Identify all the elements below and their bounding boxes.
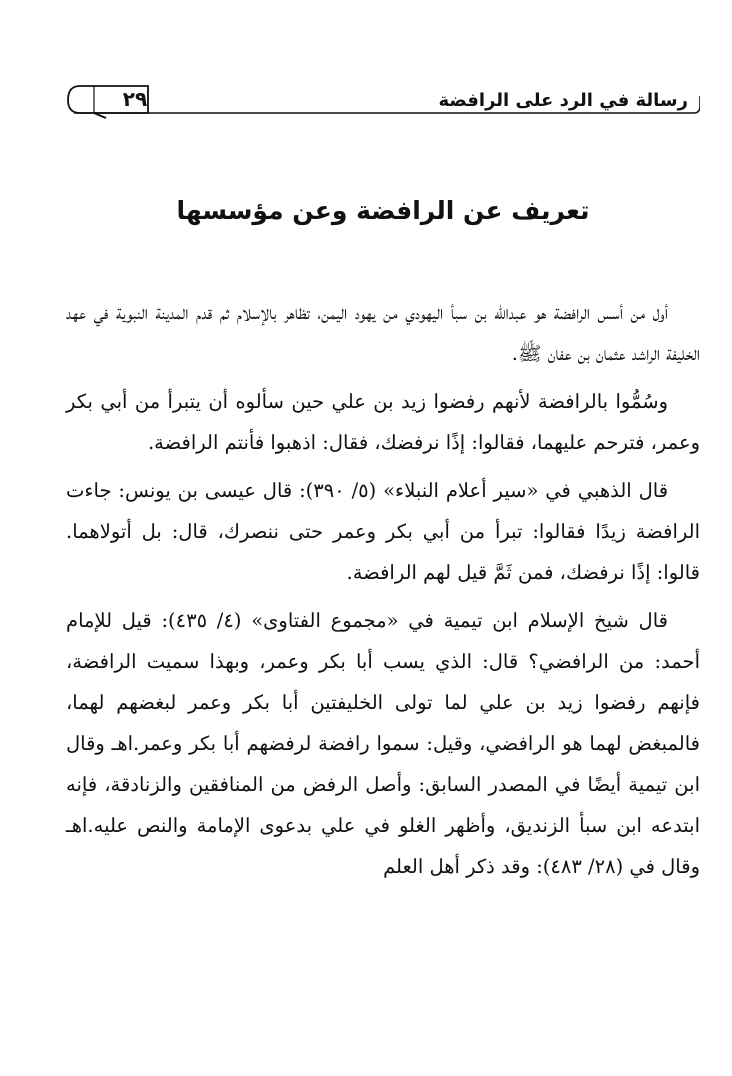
running-title: رسالة في الرد على الرافضة: [438, 90, 688, 111]
paragraph-origin: أول من أسس الرافضة هو عبدالله بن سبأ اليهودي من يهود اليمن، تظاهر بالإسلام ثم قدم المدينة النبوية في عهد الخليفة الراشد عثمان بن عفان ﷺ.: [66, 301, 700, 365]
chapter-heading: تعريف عن الرافضة وعن مؤسسها: [176, 196, 590, 225]
paragraph-naming: وسُمُّوا بالرافضة لأنهم رفضوا زيد بن علي حين سألوه أن يتبرأ من أبي بكر وعمر، فترحم عليهما، فقالوا: إذًا نرفضك، فقال: اذهبوا فأنتم الرافضة.: [66, 390, 700, 454]
paragraph-dhahabi-quote: قال الذهبي في «سير أعلام النبلاء» (٥/ ٣٩٠): قال عيسى بن يونس: جاءت الرافضة زيدًا فقالوا: تبرأ من أبي بكر وعمر حتى ننصرك، قال: بل أتولاهما. قالوا: إذًا نرفضك، فمن ثَمَّ قيل لهم الرافضة.: [66, 479, 700, 584]
body-text: [66, 292, 700, 887]
page-number: ٢٩: [122, 87, 148, 111]
page-header: [66, 80, 700, 120]
paragraph-ibn-taymiyyah-quote: قال شيخ الإسلام ابن تيمية في «مجموع الفتاوى» (٤/ ٤٣٥): قيل للإمام أحمد: من الرافضي؟ قال: الذي يسب أبا بكر وعمر، وبهذا سميت الرافضة، فإنهم رفضوا زيد بن علي لما تولى الخليفتين أبا بكر وعمر لبغضهم لهما، فالمبغض لهما هو الرافضي، وقيل: سموا رافضة لرفضهم أبا بكر وعمر.اهـ وقال ابن تيمية أيضًا في المصدر السابق: وأصل الرفض من المنافقين والزنادقة، فإنه ابتدعه ابن سبأ الزنديق، وأظهر الغلو في علي بدعوى الإمامة والنص عليه.اهـ وقال في (٢٨/ ٤٨٣): وقد ذكر أهل العلم: [66, 609, 700, 878]
